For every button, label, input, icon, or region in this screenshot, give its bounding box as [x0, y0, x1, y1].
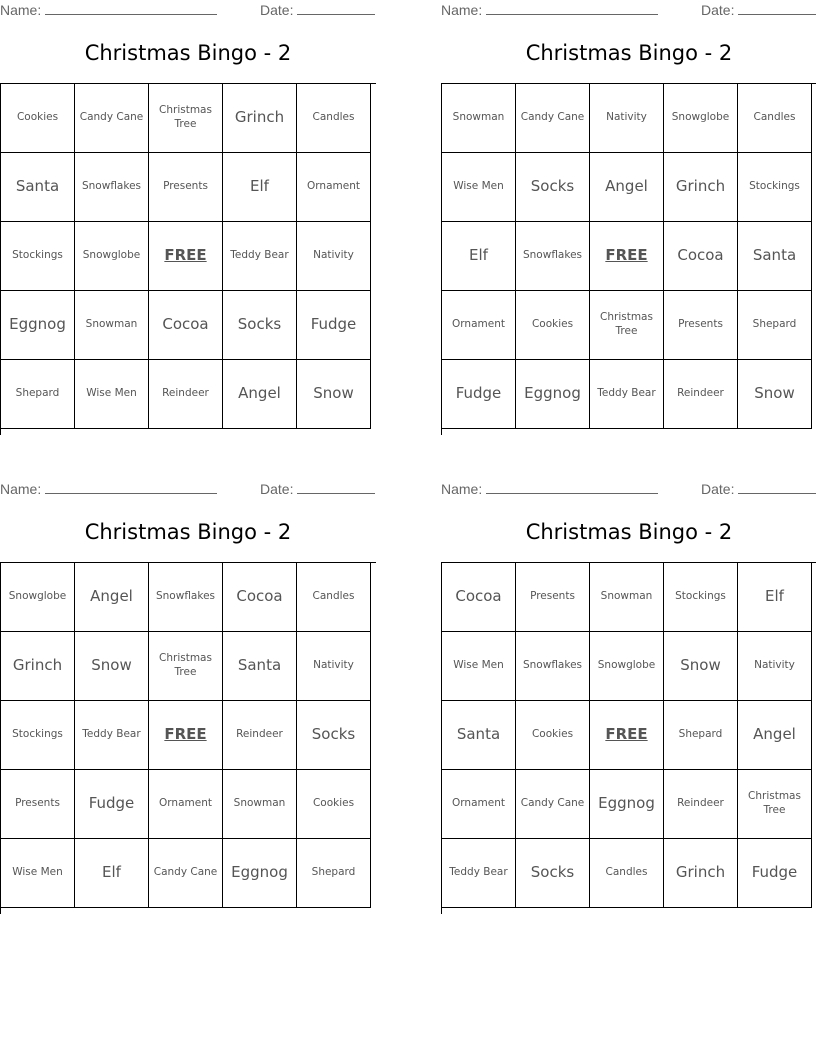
bingo-cell: Candy Cane	[75, 84, 149, 153]
bingo-cell: Snowglobe	[75, 222, 149, 291]
bingo-cell: Candles	[590, 839, 664, 908]
bingo-cell: Snowman	[75, 291, 149, 360]
bingo-cell: Angel	[223, 360, 297, 429]
bingo-cell: Angel	[590, 153, 664, 222]
name-line	[45, 13, 217, 15]
bingo-cell: Angel	[738, 701, 812, 770]
bingo-cell: Snowglobe	[1, 563, 75, 632]
bingo-card	[441, 0, 816, 440]
bingo-cell: Nativity	[297, 632, 371, 701]
bingo-cell: Santa	[223, 632, 297, 701]
bingo-cell: Socks	[516, 153, 590, 222]
name-label: Name:	[441, 2, 483, 18]
bingo-cell: Wise Men	[75, 360, 149, 429]
free-space: FREE	[590, 701, 664, 770]
date-line	[297, 492, 375, 494]
free-space: FREE	[149, 222, 223, 291]
bingo-cell: Fudge	[442, 360, 516, 429]
name-label: Name:	[441, 481, 483, 497]
bingo-cell: Elf	[223, 153, 297, 222]
bingo-cell: Eggnog	[1, 291, 75, 360]
name-field	[441, 481, 658, 497]
name-field	[441, 2, 658, 18]
bingo-cell: Stockings	[1, 701, 75, 770]
bingo-cell: Grinch	[664, 153, 738, 222]
bingo-grid	[0, 562, 376, 914]
bingo-cell: Cocoa	[664, 222, 738, 291]
bingo-cell: Stockings	[738, 153, 812, 222]
bingo-cell: Nativity	[590, 84, 664, 153]
bingo-grid	[0, 83, 376, 435]
bingo-card	[0, 479, 376, 919]
bingo-cell: Socks	[297, 701, 371, 770]
bingo-cell: Cookies	[516, 291, 590, 360]
bingo-cell: Candy Cane	[516, 770, 590, 839]
bingo-cell: Shepard	[738, 291, 812, 360]
bingo-cell: Snow	[75, 632, 149, 701]
bingo-cell: Reindeer	[664, 770, 738, 839]
bingo-cell: Fudge	[297, 291, 371, 360]
bingo-cell: Stockings	[1, 222, 75, 291]
bingo-cell: Cocoa	[442, 563, 516, 632]
date-label: Date:	[701, 481, 735, 497]
bingo-cell: Angel	[75, 563, 149, 632]
bingo-cell: Candles	[297, 563, 371, 632]
free-space: FREE	[590, 222, 664, 291]
bingo-cell: Christmas Tree	[149, 84, 223, 153]
bingo-cell: Fudge	[738, 839, 812, 908]
name-label: Name:	[0, 2, 42, 18]
bingo-grid	[441, 83, 816, 435]
bingo-cell: Snowflakes	[516, 222, 590, 291]
bingo-cell: Teddy Bear	[75, 701, 149, 770]
bingo-cell: Cookies	[1, 84, 75, 153]
free-space: FREE	[149, 701, 223, 770]
card-title: Christmas Bingo - 2	[525, 41, 733, 65]
bingo-cell: Santa	[738, 222, 812, 291]
name-line	[486, 492, 658, 494]
bingo-cell: Snowglobe	[590, 632, 664, 701]
name-line	[486, 13, 658, 15]
bingo-cell: Elf	[738, 563, 812, 632]
date-field	[260, 2, 375, 18]
card-title: Christmas Bingo - 2	[84, 41, 292, 65]
bingo-cell: Eggnog	[590, 770, 664, 839]
bingo-cell: Snow	[297, 360, 371, 429]
bingo-cell: Candles	[297, 84, 371, 153]
bingo-cell: Cookies	[297, 770, 371, 839]
bingo-cell: Christmas Tree	[590, 291, 664, 360]
bingo-cell: Christmas Tree	[149, 632, 223, 701]
bingo-cell: Santa	[1, 153, 75, 222]
bingo-cell: Elf	[442, 222, 516, 291]
bingo-cell: Snowflakes	[149, 563, 223, 632]
bingo-cell: Ornament	[442, 770, 516, 839]
bingo-cell: Fudge	[75, 770, 149, 839]
date-line	[297, 13, 375, 15]
bingo-grid	[441, 562, 816, 914]
bingo-cell: Teddy Bear	[223, 222, 297, 291]
bingo-cell: Elf	[75, 839, 149, 908]
bingo-cell: Nativity	[738, 632, 812, 701]
bingo-cell: Candles	[738, 84, 812, 153]
bingo-cell: Stockings	[664, 563, 738, 632]
date-label: Date:	[260, 2, 294, 18]
bingo-cell: Snowman	[442, 84, 516, 153]
name-label: Name:	[0, 481, 42, 497]
bingo-cell: Cocoa	[149, 291, 223, 360]
bingo-cell: Cookies	[516, 701, 590, 770]
name-line	[45, 492, 217, 494]
bingo-cell: Santa	[442, 701, 516, 770]
card-title: Christmas Bingo - 2	[84, 520, 292, 544]
bingo-cell: Grinch	[223, 84, 297, 153]
bingo-cell: Snowglobe	[664, 84, 738, 153]
date-line	[738, 13, 816, 15]
bingo-cell: Cocoa	[223, 563, 297, 632]
bingo-card	[441, 479, 816, 919]
bingo-cell: Snowflakes	[516, 632, 590, 701]
bingo-cell: Shepard	[297, 839, 371, 908]
bingo-cell: Wise Men	[442, 632, 516, 701]
bingo-cell: Wise Men	[442, 153, 516, 222]
bingo-cell: Presents	[149, 153, 223, 222]
bingo-cell: Ornament	[442, 291, 516, 360]
bingo-cell: Christmas Tree	[738, 770, 812, 839]
bingo-cell: Socks	[516, 839, 590, 908]
name-field	[0, 481, 217, 497]
bingo-cell: Shepard	[1, 360, 75, 429]
bingo-cell: Presents	[516, 563, 590, 632]
bingo-cell: Shepard	[664, 701, 738, 770]
bingo-cell: Teddy Bear	[590, 360, 664, 429]
bingo-cell: Snowman	[590, 563, 664, 632]
name-field	[0, 2, 217, 18]
bingo-cell: Reindeer	[223, 701, 297, 770]
bingo-cell: Snowman	[223, 770, 297, 839]
bingo-cell: Presents	[664, 291, 738, 360]
bingo-cell: Eggnog	[223, 839, 297, 908]
date-label: Date:	[701, 2, 735, 18]
bingo-cell: Wise Men	[1, 839, 75, 908]
bingo-cell: Reindeer	[664, 360, 738, 429]
bingo-cell: Reindeer	[149, 360, 223, 429]
bingo-cell: Snow	[738, 360, 812, 429]
bingo-cell: Nativity	[297, 222, 371, 291]
date-field	[701, 2, 816, 18]
card-title: Christmas Bingo - 2	[525, 520, 733, 544]
bingo-cell: Snowflakes	[75, 153, 149, 222]
bingo-cell: Eggnog	[516, 360, 590, 429]
bingo-card	[0, 0, 376, 440]
bingo-cell: Candy Cane	[516, 84, 590, 153]
bingo-cell: Presents	[1, 770, 75, 839]
bingo-cell: Grinch	[664, 839, 738, 908]
date-field	[701, 481, 816, 497]
bingo-cell: Grinch	[1, 632, 75, 701]
date-label: Date:	[260, 481, 294, 497]
bingo-cell: Ornament	[149, 770, 223, 839]
bingo-cell: Candy Cane	[149, 839, 223, 908]
date-field	[260, 481, 375, 497]
bingo-cell: Snow	[664, 632, 738, 701]
bingo-cell: Ornament	[297, 153, 371, 222]
bingo-cell: Socks	[223, 291, 297, 360]
bingo-cell: Teddy Bear	[442, 839, 516, 908]
date-line	[738, 492, 816, 494]
